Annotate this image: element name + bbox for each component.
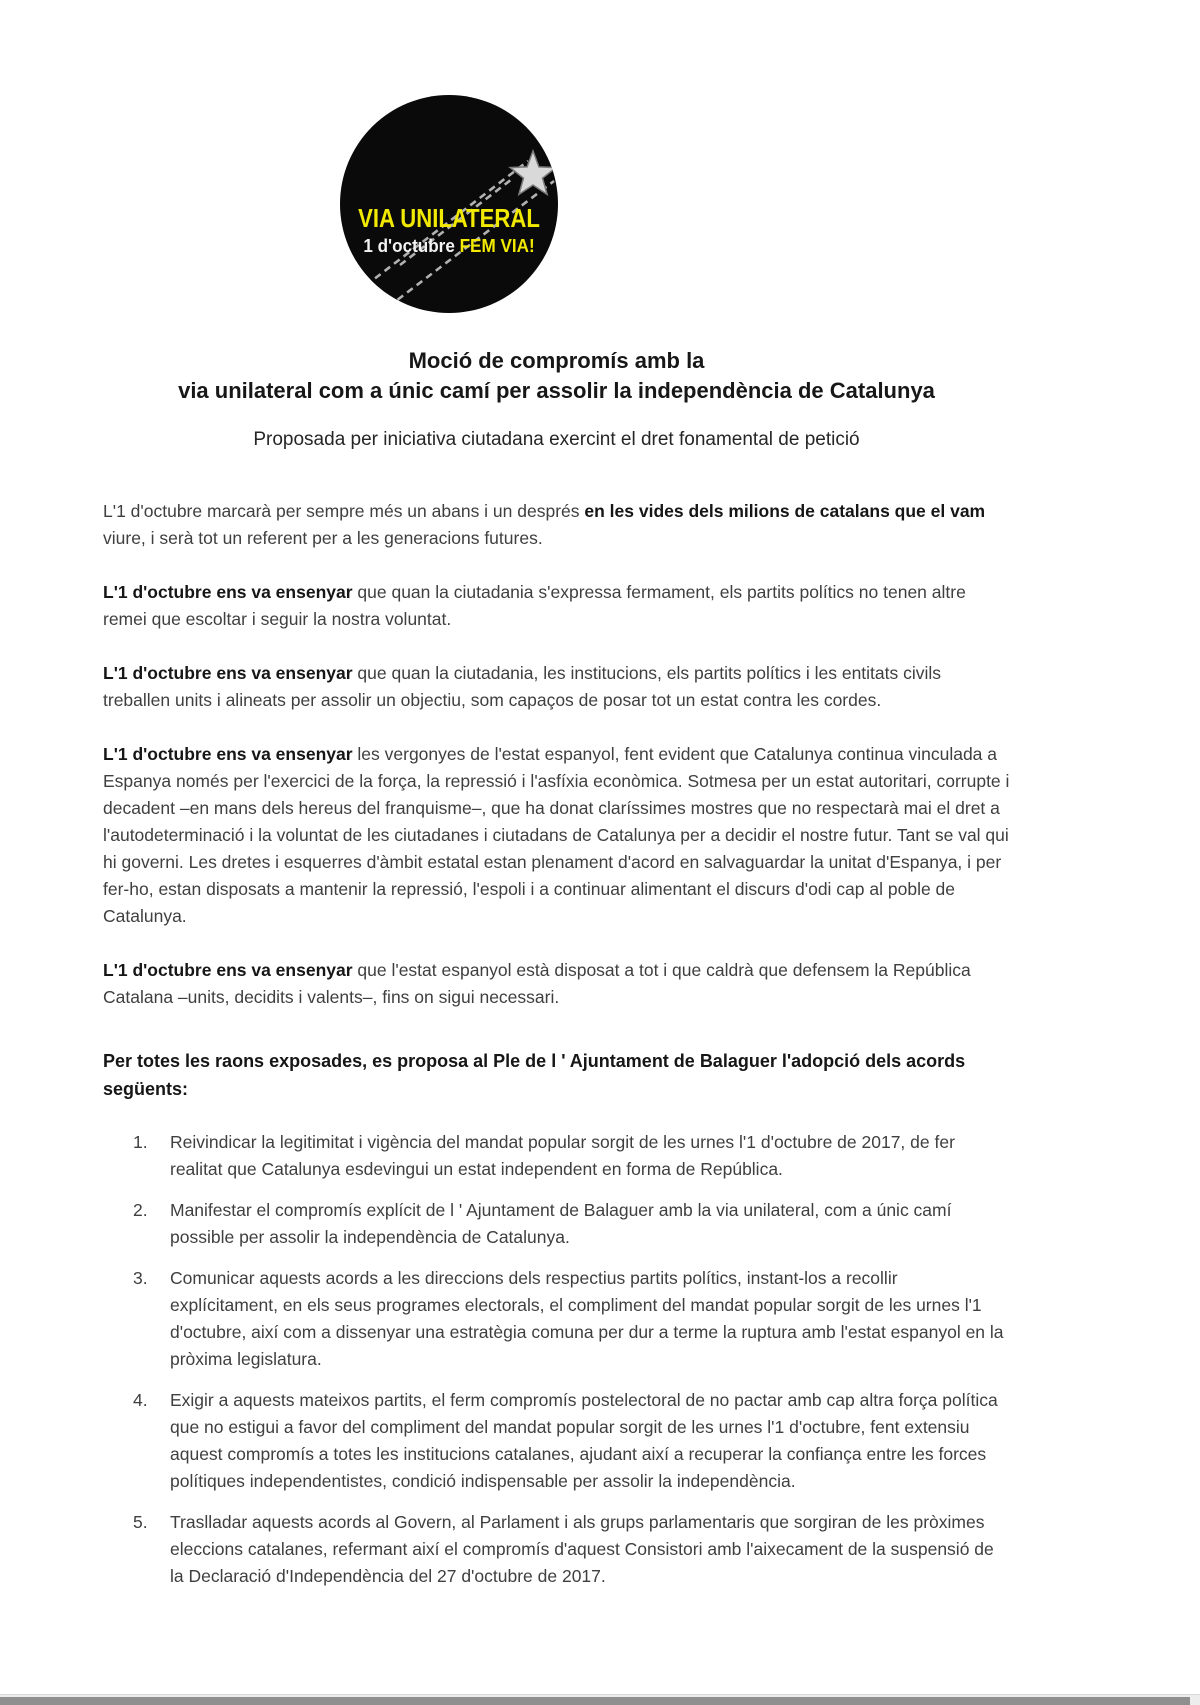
paragraph bbox=[103, 498, 1010, 552]
paragraph bbox=[103, 957, 1010, 1011]
via-unilateral-logo bbox=[340, 95, 558, 313]
logo-row bbox=[0, 0, 1200, 313]
logo-subtitle bbox=[345, 236, 552, 257]
star-icon bbox=[510, 151, 556, 194]
document-subtitle: Proposada per iniciativa ciutadana exercint el dret fonamental de petició bbox=[253, 429, 860, 450]
resolution-text: Manifestar el compromís explícit de l ' Ajuntament de Balaguer amb la via unilateral, com a únic camí possible per assolir la independència de Catalunya. bbox=[170, 1200, 952, 1247]
resolution-item bbox=[103, 1265, 1010, 1373]
body-paragraphs bbox=[103, 498, 1010, 1011]
resolution-number: 3. bbox=[133, 1268, 148, 1288]
paragraph-text: que quan la ciutadania s'expressa fermament, els partits polítics no tenen altre remei que escoltar i seguir la nostra voluntat. bbox=[103, 582, 966, 629]
paragraph-text: que quan la ciutadania, les institucions, els partits polítics i les entitats civils treballen units i alineats per assolir un objectiu, som capaços de posar tot un estat contra les cordes. bbox=[103, 663, 942, 710]
paragraph-text: les vergonyes de l'estat espanyol, fent evident que Catalunya continua vinculada a Espanya només per l'exercici de la força, la repressió i l'asfíxia econòmica. Sotmesa per un estat autoritari, corrupte i decadent –en mans dels hereus del franquisme–, que ha donat claríssimes mostres que no respectarà mai el dret a l'autodeterminació i la voluntat de les ciutadanes i ciutadans de Catalunya per a decidir el nostre futur. Tant se val qui hi governi. Les dretes i esquerres d'àmbit estatal estan plenament d'acord en salvaguardar la unitat d'Espanya, i per fer-ho, estan disposats a mantenir la repressió, l'espoli i a continuar alimentant el discurs d'odi cap al poble de Catalunya. bbox=[103, 744, 1010, 926]
paragraph bbox=[103, 741, 1010, 930]
resolution-number: 4. bbox=[133, 1390, 148, 1410]
resolution-number: 5. bbox=[133, 1512, 148, 1532]
title-line-2: via unilateral com a únic camí per assolir la independència de Catalunya bbox=[178, 378, 935, 403]
resolution-text: Traslladar aquests acords al Govern, al Parlament i als grups parlamentaris que sorgiran de les pròximes eleccions catalanes, refermant així el compromís d'aquest Consistori amb l'aixecament de la suspensió de la Declaració d'Independència del 27 d'octubre de 2017. bbox=[170, 1512, 994, 1586]
resolution-item bbox=[103, 1197, 1010, 1251]
resolution-item bbox=[103, 1509, 1010, 1590]
resolution-item bbox=[103, 1129, 1010, 1183]
document-title bbox=[103, 346, 1010, 406]
paragraph-bold-text: L'1 d'octubre ens va ensenyar bbox=[103, 663, 358, 683]
resolutions-list bbox=[103, 1129, 1010, 1590]
logo-date: 1 d'octubre bbox=[363, 236, 455, 256]
paragraph-bold-text: L'1 d'octubre ens va ensenyar bbox=[103, 960, 358, 980]
resolution-number: 2. bbox=[133, 1200, 148, 1220]
logo-title: VIA UNILATERAL bbox=[358, 203, 540, 233]
resolution-text: Reivindicar la legitimitat i vigència del mandat popular sorgit de les urnes l'1 d'octubre de 2017, de fer realitat que Catalunya esdevingui un estat independent en forma de República. bbox=[170, 1132, 955, 1179]
paragraph bbox=[103, 579, 1010, 633]
paragraph-text: viure, i serà tot un referent per a les generacions futures. bbox=[103, 528, 543, 548]
resolution-number: 1. bbox=[133, 1132, 148, 1152]
paragraph-text: L'1 d'octubre marcarà per sempre més un abans i un després bbox=[103, 501, 585, 521]
resolution-text: Exigir a aquests mateixos partits, el ferm compromís postelectoral de no pactar amb cap altra força política que no estigui a favor del compliment del mandat popular sorgit de les urnes l'1 d'octubre, fent extensiu aquest compromís a totes les institucions catalanes, ajudant així a recuperar la confiança entre les forces polítiques independentistes, condició indispensable per assolir la independència. bbox=[170, 1390, 998, 1491]
resolution-text: Comunicar aquests acords a les direccions dels respectius partits polítics, instant-los a recollir explícitament, en els seus programes electorals, el compliment del mandat popular sorgit de les urnes l'1 d'octubre, així com a dissenyar una estratègia comuna per dur a terme la ruptura amb l'estat espanyol en la pròxima legislatura. bbox=[170, 1268, 1004, 1369]
acords-heading: Per totes les raons exposades, es proposa al Ple de l ' Ajuntament de Balaguer l'adopció dels acords següents: bbox=[103, 1051, 966, 1099]
document-content bbox=[103, 346, 1010, 1590]
logo-slogan: FEM VIA! bbox=[459, 236, 535, 256]
paragraph bbox=[103, 660, 1010, 714]
horizontal-scrollbar[interactable] bbox=[0, 1694, 1200, 1705]
scrollbar-thumb[interactable] bbox=[0, 1697, 1190, 1705]
paragraph-text: que l'estat espanyol està disposat a tot i que caldrà que defensem la República Catalana –units, decidits i valents–, fins on sigui necessari. bbox=[103, 960, 971, 1007]
paragraph-bold-text: en les vides dels milions de catalans que el vam bbox=[584, 501, 986, 521]
paragraph-bold-text: L'1 d'octubre ens va ensenyar bbox=[103, 582, 358, 602]
resolution-item bbox=[103, 1387, 1010, 1495]
paragraph-bold-text: L'1 d'octubre ens va ensenyar bbox=[103, 744, 358, 764]
title-line-1: Moció de compromís amb la bbox=[408, 348, 705, 373]
